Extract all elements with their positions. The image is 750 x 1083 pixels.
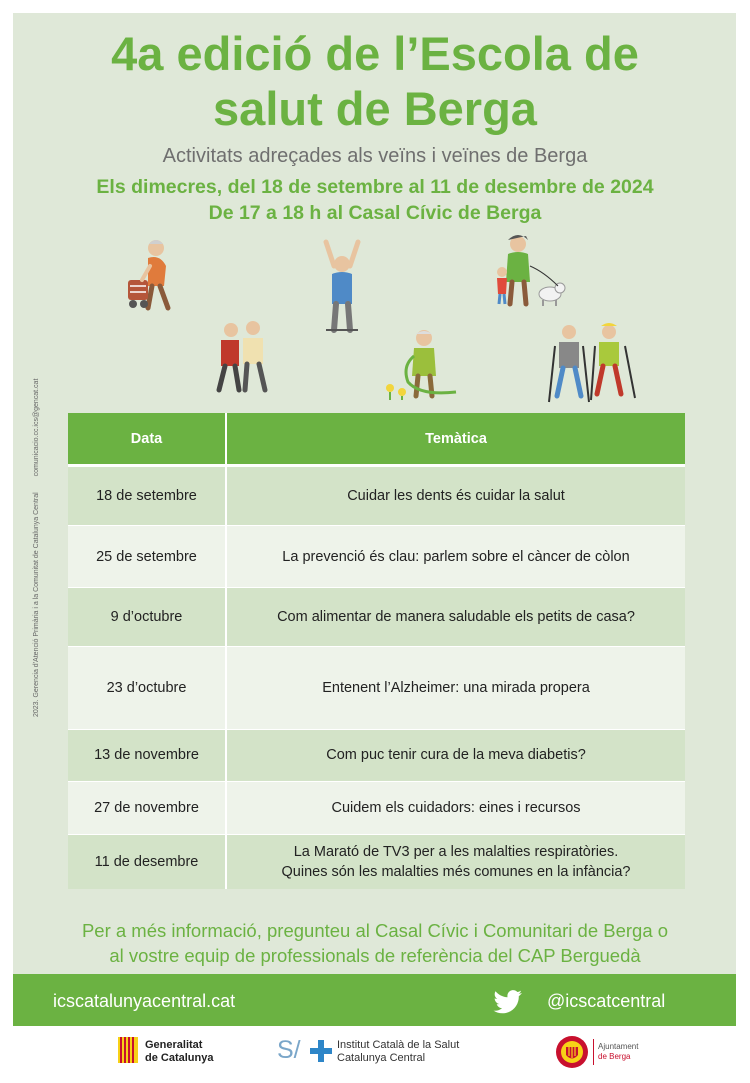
table-header-row <box>68 413 685 466</box>
table-row <box>68 835 685 889</box>
session-topic: Cuidem els cuidadors: eines i recursos <box>226 781 685 834</box>
table-row <box>68 466 685 526</box>
twitter-handle-link[interactable]: @icscatcentral <box>547 991 666 1011</box>
session-date: 18 de setembre <box>68 466 226 526</box>
health-cross-icon <box>310 1040 332 1062</box>
side-credit-text: 2023. Gerencia d'Atenció Primària i a la Comunitat de Catalunya Central <box>33 492 40 717</box>
generalitat-line-2: de Catalunya <box>145 1052 214 1064</box>
agenda-table <box>68 413 685 889</box>
table-row <box>68 526 685 587</box>
session-date: 9 d’octubre <box>68 587 226 646</box>
session-topic <box>226 835 685 889</box>
schedule-place: De 17 a 18 h al Casal Cívic de Berga <box>208 202 542 224</box>
table-row <box>68 729 685 781</box>
poster-title <box>0 26 750 136</box>
senyera-icon <box>118 1037 138 1063</box>
side-credit <box>33 379 40 717</box>
session-date: 13 de novembre <box>68 729 226 781</box>
ics-logo <box>277 1036 477 1068</box>
session-topic: Entenent l’Alzheimer: una mirada propera <box>226 647 685 729</box>
woman-child-dog-illustration <box>488 232 568 312</box>
header-topic: Temàtica <box>226 413 685 466</box>
nordic-walking-couple-illustration <box>543 322 645 404</box>
session-date: 23 d’octubre <box>68 647 226 729</box>
table-row <box>68 781 685 834</box>
more-info-line-2: al vostre equip de professionals de referència del CAP Berguedà <box>109 945 641 966</box>
session-topic: Com puc tenir cura de la meva diabetis? <box>226 729 685 781</box>
generalitat-logo <box>118 1037 238 1065</box>
berga-council-logo <box>555 1035 665 1071</box>
more-info-line-1: Per a més informació, pregunteu al Casal Cívic i Comunitari de Berga o <box>81 920 669 941</box>
schedule-info <box>0 174 750 226</box>
session-date: 25 de setembre <box>68 526 226 587</box>
session-date: 27 de novembre <box>68 781 226 834</box>
footer-bar <box>13 974 736 1026</box>
ics-line-1: Institut Català de la Salut <box>337 1039 460 1051</box>
table-row <box>68 647 685 729</box>
berga-line-1: Ajuntament <box>598 1042 639 1051</box>
session-topic-line-2: Quines són les malalties més comunes en la infància? <box>281 864 631 881</box>
elderly-woman-shopping-cart-illustration <box>122 236 192 314</box>
session-topic: Com alimentar de manera saludable els petits de casa? <box>226 587 685 646</box>
title-line-1: 4a edició de l’Escola de <box>111 27 639 80</box>
poster-subtitle: Activitats adreçades als veïns i veïnes de Berga <box>162 145 588 167</box>
header-date: Data <box>68 413 226 466</box>
website-link[interactable]: icscatalunyacentral.cat <box>53 991 236 1011</box>
session-topic: La prevenció és clau: parlem sobre el càncer de còlon <box>226 526 685 587</box>
berga-line-2: de Berga <box>598 1052 631 1061</box>
ics-line-2: Catalunya Central <box>337 1052 426 1064</box>
title-line-2: salut de Berga <box>213 82 537 135</box>
man-watering-flowers-illustration <box>380 326 462 402</box>
ics-mark: S/ <box>277 1036 301 1064</box>
session-topic: Cuidar les dents és cuidar la salut <box>226 466 685 526</box>
table-row <box>68 587 685 646</box>
elderly-couple-walking-illustration <box>205 318 277 396</box>
session-date: 11 de desembre <box>68 835 226 889</box>
twitter-bird-icon[interactable] <box>493 990 523 1014</box>
berga-coat-of-arms-icon <box>555 1035 589 1069</box>
side-credit-email: comunicacio.cc.ics@gencat.cat <box>33 378 40 477</box>
schedule-dates: Els dimecres, del 18 de setembre al 11 de desembre de 2024 <box>96 176 654 198</box>
man-stretching-illustration <box>312 236 372 336</box>
generalitat-line-1: Generalitat <box>145 1039 203 1051</box>
more-info-text <box>0 918 750 968</box>
session-topic-line-1: La Marató de TV3 per a les malalties respiratòries. <box>293 844 619 861</box>
